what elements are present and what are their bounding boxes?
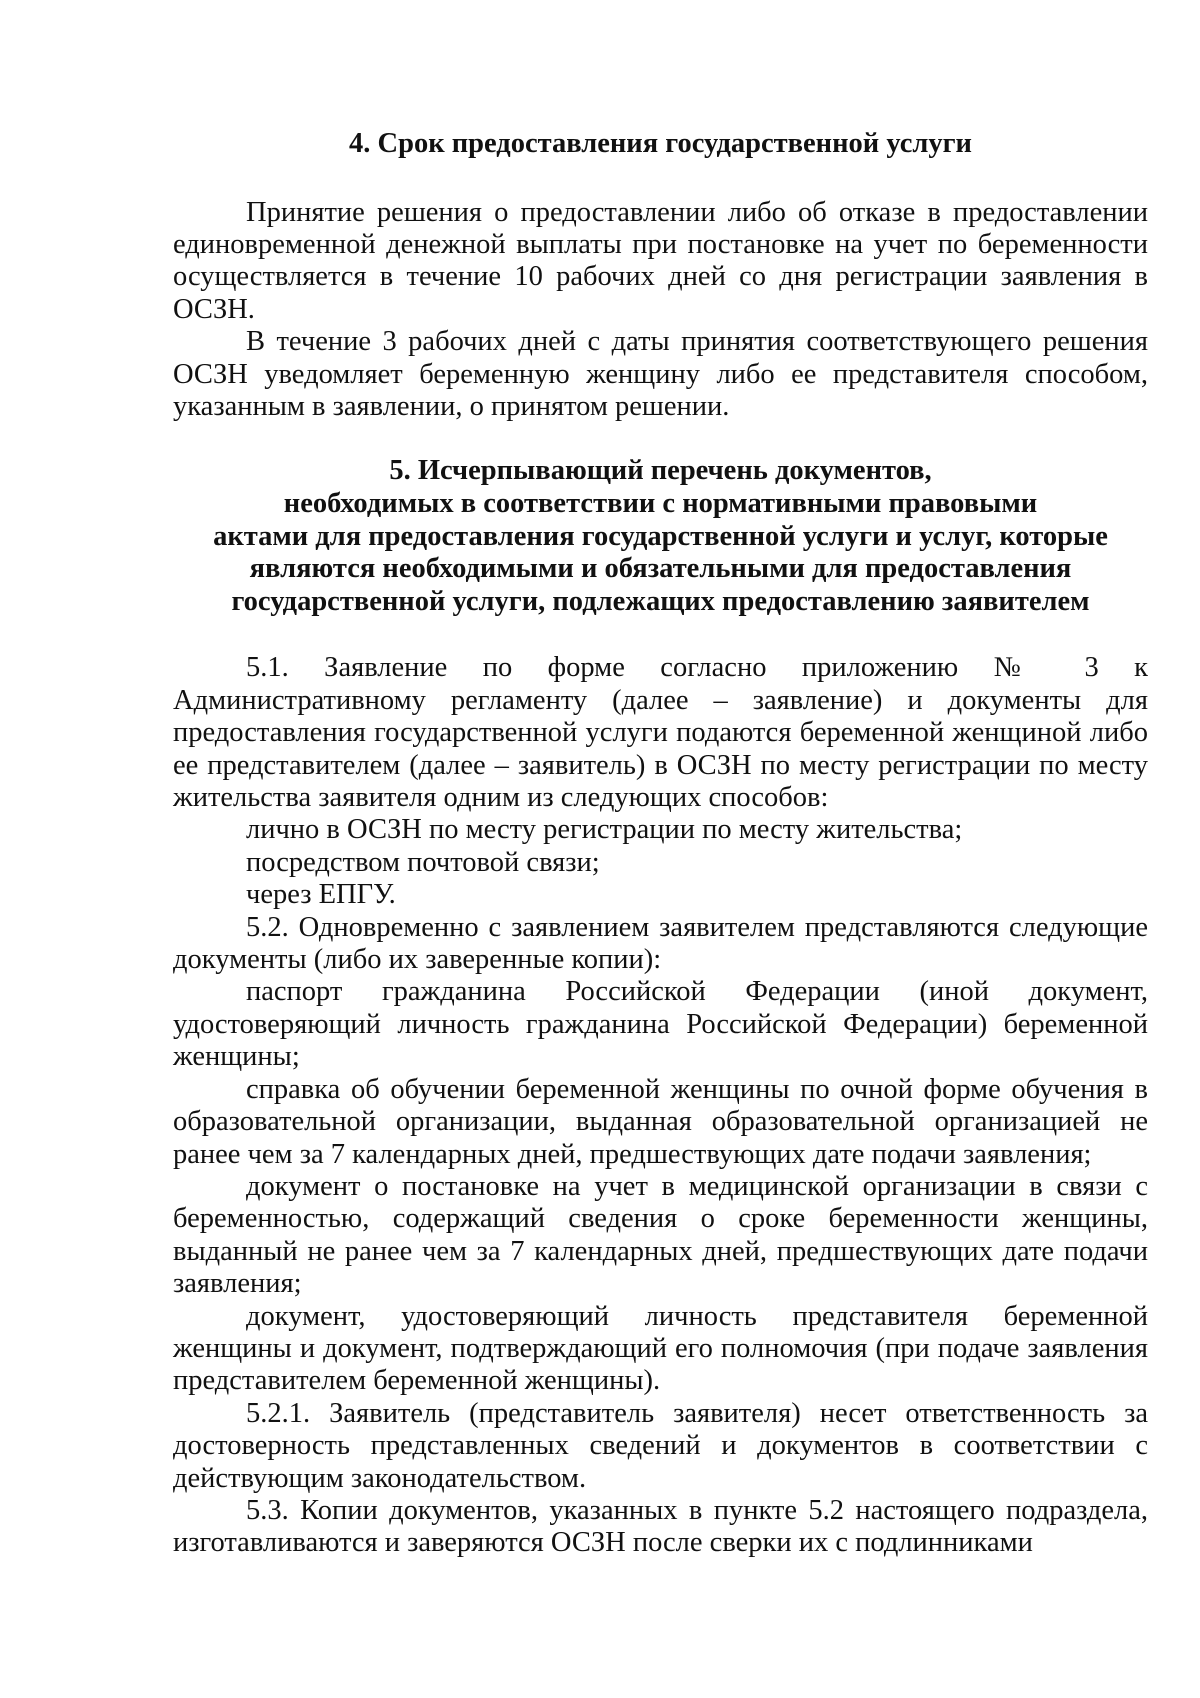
section-4-heading: 4. Срок предоставления государственной услуги [349,128,972,159]
document-body [173,128,1148,1560]
section-5-heading [173,455,1148,618]
submission-method-post: посредством почтовой связи; [246,846,600,878]
clause-5-2-1: 5.2.1. Заявитель (представитель заявителя) несет ответственность за достоверность представленных сведений и документов в соответствии с действующим законодательством. [173,1397,1148,1494]
section-4-paragraph: В течение 3 рабочих дней с даты принятия соответствующего решения ОСЗН уведомляет беременную женщину либо ее представителя способом, указанным в заявлении, о принятом решении. [173,326,1148,423]
document-item-passport: паспорт гражданина Российской Федерации (иной документ, удостоверяющий личность гражданина Российской Федерации) беременной женщины; [173,976,1148,1073]
clause-5-1: 5.1. Заявление по форме согласно приложению № 3 к Административному регламенту (далее – заявление) и документы для предоставления государственной услуги подаются беременной женщиной либо ее представителем (далее – заявитель) в ОСЗН по месту регистрации по месту жительства заявителя одним из следующих способов: [173,652,1148,814]
section-5-heading-line: государственной услуги, подлежащих предоставлению заявителем [231,585,1090,617]
document-item-study-certificate: справка об обучении беременной женщины по очной форме обучения в образовательной организации, выданная образовательной организацией не ранее чем за 7 календарных дней, предшествующих дате подачи заявления; [173,1073,1148,1170]
section-5-heading-line: являются необходимыми и обязательными для предоставления [249,553,1072,585]
submission-method-epgu: через ЕПГУ. [246,879,396,911]
clause-5-2: 5.2. Одновременно с заявлением заявителем представляются следующие документы (либо их заверенные копии): [173,911,1148,976]
section-5-heading-line: необходимых в соответствии с нормативными правовыми [283,488,1038,520]
section-5-heading-line: 5. Исчерпывающий перечень документов, [389,455,932,487]
document-item-representative-id: документ, удостоверяющий личность представителя беременной женщины и документ, подтверждающий его полномочия (при подаче заявления представителем беременной женщины). [173,1300,1148,1397]
submission-method-in-person: лично в ОСЗН по месту регистрации по месту жительства; [246,814,963,846]
document-item-medical-registration: документ о постановке на учет в медицинской организации в связи с беременностью, содержащий сведения о сроке беременности женщины, выданный не ранее чем за 7 календарных дней, предшествующих дате подачи заявления; [173,1170,1148,1300]
section-5-heading-line: актами для предоставления государственной услуги и услуг, которые [213,520,1108,552]
clause-5-3: 5.3. Копии документов, указанных в пункте 5.2 настоящего подраздела, изготавливаются и заверяются ОСЗН после сверки их с подлинниками [173,1494,1148,1559]
section-4-paragraph: Принятие решения о предоставлении либо об отказе в предоставлении единовременной денежной выплаты при постановке на учет по беременности осуществляется в течение 10 рабочих дней со дня регистрации заявления в ОСЗН. [173,196,1148,325]
